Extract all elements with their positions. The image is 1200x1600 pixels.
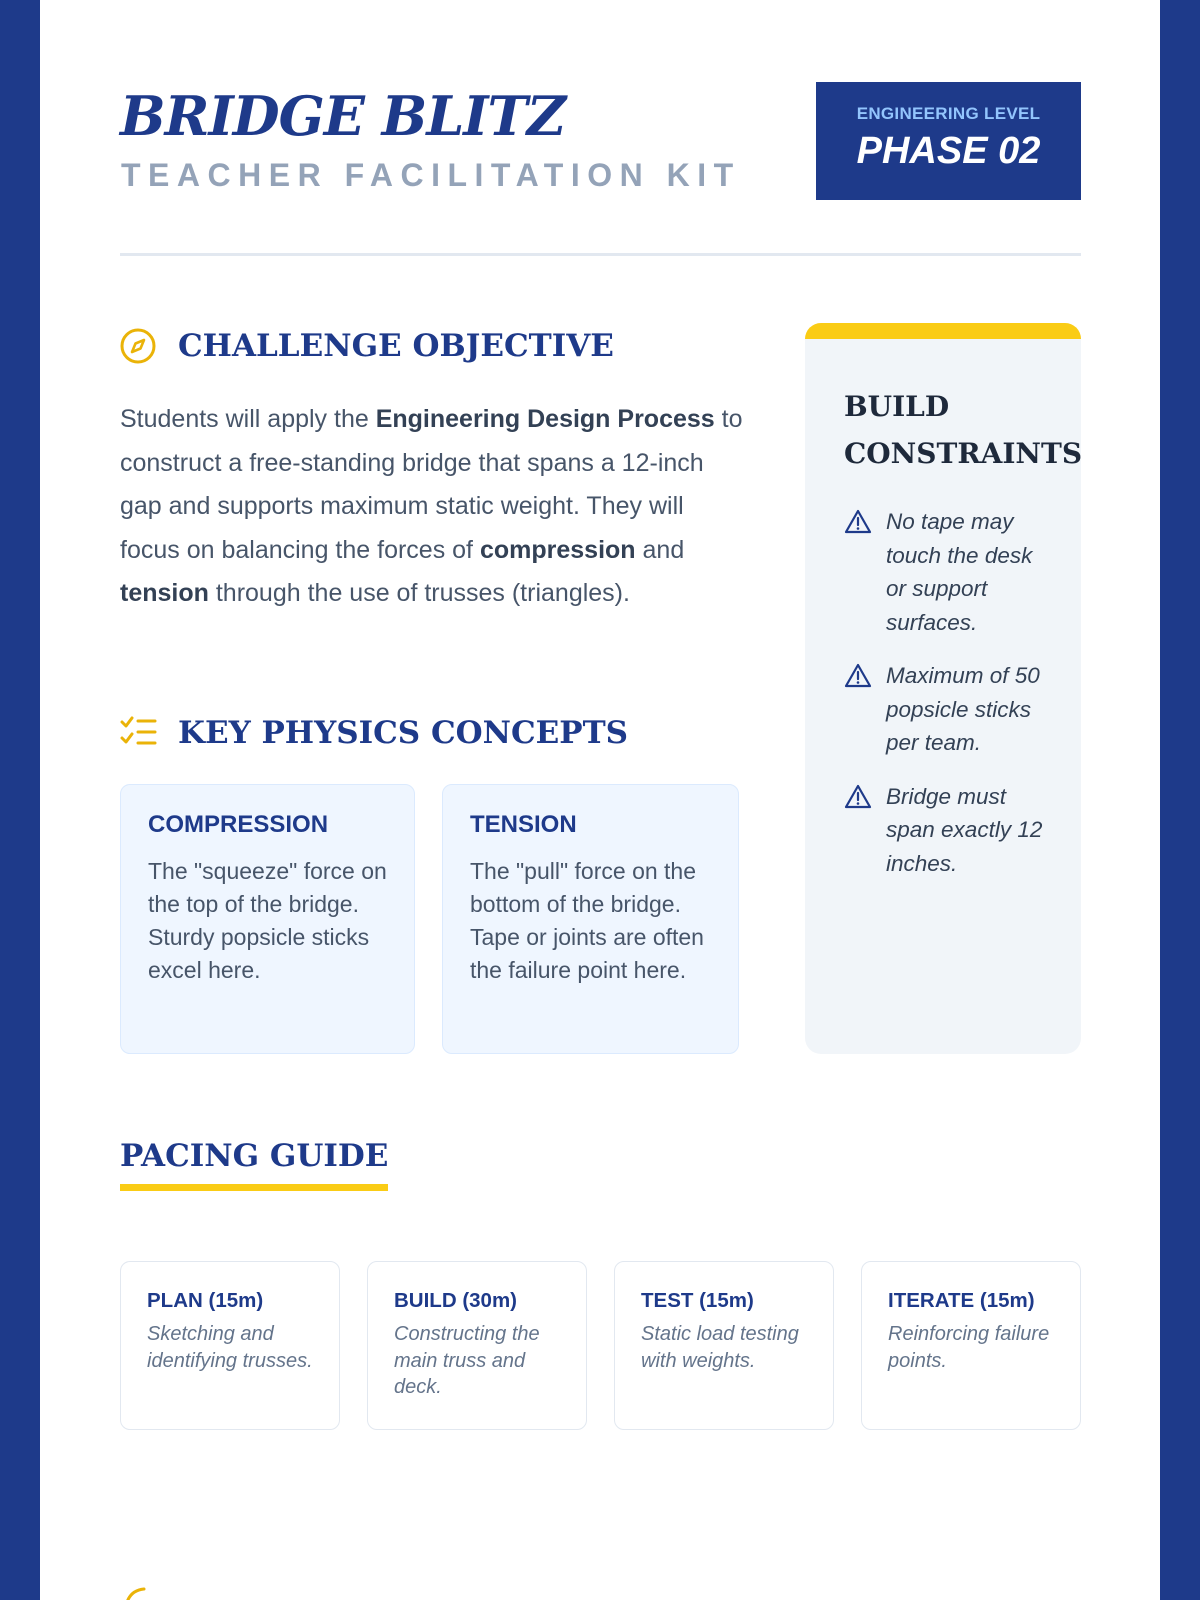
constraint-item	[844, 780, 1081, 881]
objective-title: CHALLENGE OBJECTIVE	[178, 328, 614, 364]
warning-icon	[844, 783, 872, 811]
objective-heading	[118, 326, 614, 366]
pacing-step-title: PLAN (15m)	[147, 1289, 264, 1312]
phase-badge	[816, 82, 1081, 200]
pacing-step-description: Sketching and identifying trusses.	[147, 1323, 313, 1372]
concept-title: COMPRESSION	[148, 811, 329, 838]
pacing-title: PACING GUIDE	[120, 1138, 388, 1191]
concept-title: TENSION	[470, 811, 577, 838]
constraint-text: Maximum of 50 popsicle sticks per team.	[886, 663, 1040, 755]
concepts-heading	[118, 713, 628, 753]
pacing-step-iterate	[861, 1261, 1081, 1430]
pacing-step-description: Static load testing with weights.	[641, 1323, 799, 1372]
section-icon	[122, 1586, 162, 1600]
constraint-item	[844, 505, 1081, 639]
pacing-step-description: Reinforcing failure points.	[888, 1323, 1050, 1372]
pacing-step-title: BUILD (30m)	[394, 1289, 518, 1312]
warning-icon	[844, 508, 872, 536]
objective-paragraph	[120, 398, 745, 616]
concept-card-tension	[442, 784, 739, 1054]
concept-description: The "squeeze" force on the top of the bridge. Sturdy popsicle sticks excel here.	[148, 858, 387, 983]
warning-icon	[844, 662, 872, 690]
objective-text-2: to construct a free-standing bridge that spans a 12-inch gap and supports maximum static weight. They will focus on balancing the forces of	[120, 405, 743, 564]
pacing-step-test	[614, 1261, 834, 1430]
header-divider	[120, 253, 1081, 256]
page-title: BRIDGE BLITZ	[120, 84, 566, 148]
objective-text-4: through the use of trusses (triangles).	[208, 579, 630, 607]
constraint-item	[844, 659, 1081, 760]
objective-text-1: Students will apply the	[120, 405, 376, 433]
constraints-title: BUILD CONSTRAINTS	[844, 390, 1083, 470]
concepts-title: KEY PHYSICS CONCEPTS	[178, 715, 629, 751]
constraints-card	[805, 323, 1081, 1054]
objective-emphasis-compression: compression	[479, 535, 636, 564]
pacing-step-title: ITERATE (15m)	[888, 1289, 1035, 1312]
phase-level-label: ENGINEERING LEVEL	[856, 104, 1041, 123]
concept-description: The "pull" force on the bottom of the bridge. Tape or joints are often the failure point here.	[470, 858, 704, 983]
checklist-icon	[118, 713, 158, 753]
compass-icon	[118, 326, 158, 366]
page-subtitle: TEACHER FACILITATION KIT	[121, 157, 741, 193]
constraint-text: No tape may touch the desk or support surfaces.	[886, 509, 1033, 635]
pacing-step-description: Constructing the main truss and deck.	[394, 1323, 540, 1398]
pacing-step-plan	[120, 1261, 340, 1430]
objective-emphasis-edp: Engineering Design Process	[375, 405, 715, 433]
phase-label: PHASE 02	[856, 130, 1041, 172]
pacing-step-build	[367, 1261, 587, 1430]
objective-emphasis-tension: tension	[120, 579, 209, 607]
concept-card-compression	[120, 784, 415, 1054]
objective-text-3: and	[635, 535, 685, 564]
pacing-step-title: TEST (15m)	[641, 1289, 754, 1312]
document-page	[40, 0, 1160, 1600]
constraint-text: Bridge must span exactly 12 inches.	[886, 783, 1043, 876]
